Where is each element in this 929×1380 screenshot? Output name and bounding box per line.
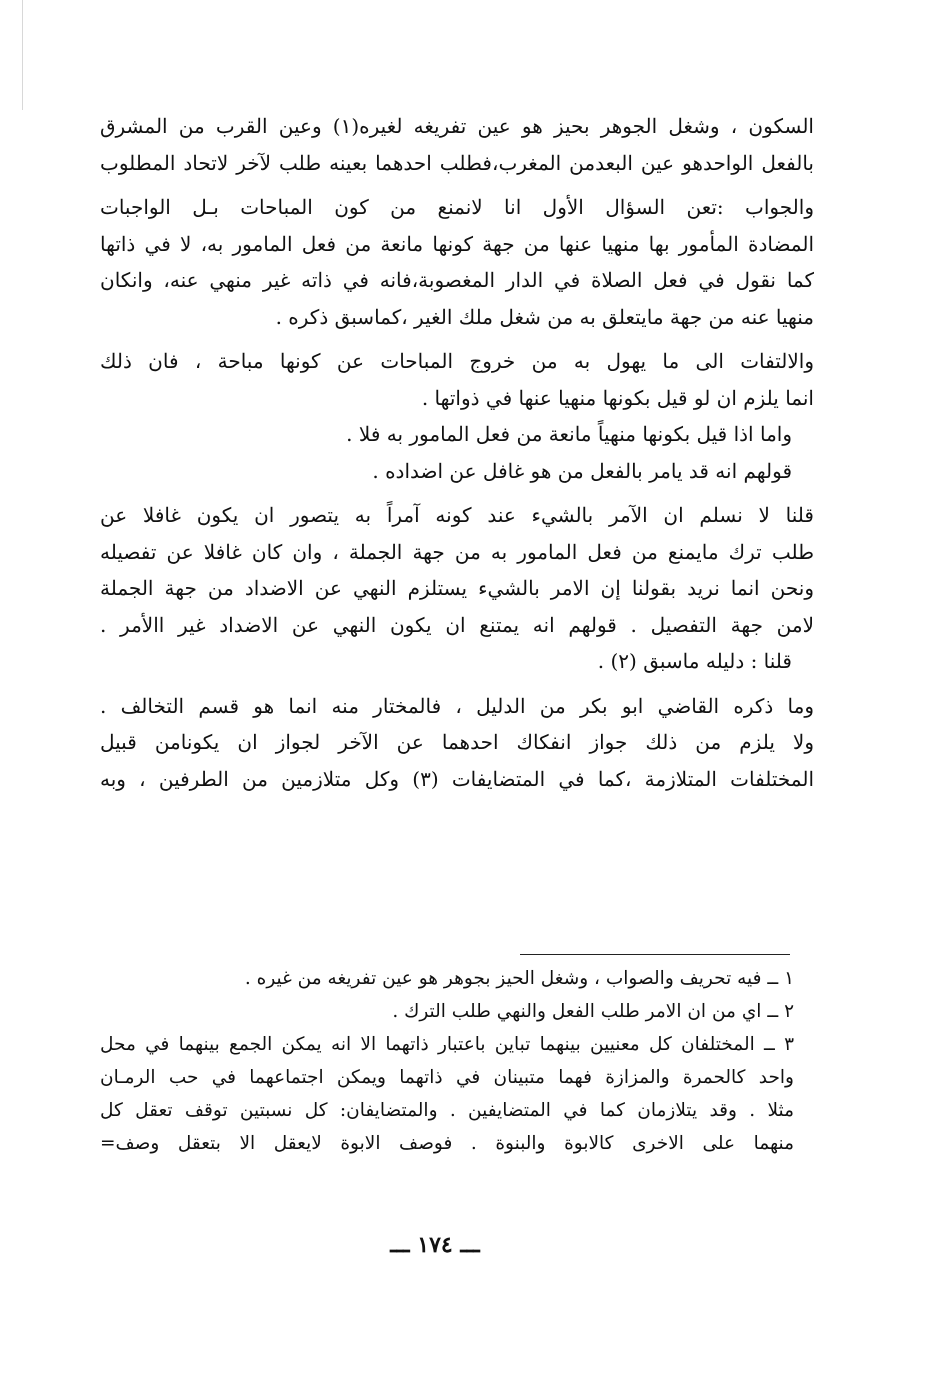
text-line-18: المختلفات المتلازمة ،كما في المتضايفات (٣) وكل متلازمين من الطرفين ، وبه (100, 766, 814, 791)
text-line-5: كما نقول في فعل الصلاة في الدار المغصوبة،فانه في ذاته غير منهي عنه، وانكان (100, 268, 814, 292)
text-line-4: المضادة المأمور بها منهيا عنها من جهة كونها مانعة من فعل المامور به، لا في ذاتها (100, 231, 814, 256)
footnote-3-line-4: منهما على الاخرى كالابوة والبنوة . فوصف الابوة لايعقل الا بتعقل وصف= (100, 1133, 794, 1154)
footnote-divider (520, 954, 790, 955)
page-number: ـــ ١٧٤ ـــ (390, 1232, 480, 1258)
footnote-3-line-2: واحد كالحمرة والمزازة فهما متبينان في ذاتهما ويمكن اجتماعهما في حب الرمـان (100, 1067, 794, 1088)
footnote-3-line-3: مثلا . وقد يتلازمان كما في المتضايفين . والمتضايفان: كل نسبتين توقف تعقل كل (100, 1100, 794, 1121)
text-line-1: السكون ، وشغل الجوهر بحيز هو عين تفريغه لغيره(١) وعين القرب من المشرق (100, 114, 814, 138)
text-line-11: قلنا لا نسلم ان الآمر بالشيء عند كونه آمراً به يتصور ان يكون غافلا عن (100, 503, 814, 527)
text-line-13: ونحن انما نريد بقولنا إن الامر بالشيء يستلزم النهي عن الاضداد من جهة الجملة (100, 576, 814, 600)
text-line-9: واما اذا قيل بكونها منهياً مانعة من فعل المامور به فلا . (346, 422, 792, 446)
footnote-1: ١ ــ فيه تحريف والصواب ، وشغل الحيز بجوهر هو عين تفريغه من غيره . (244, 968, 794, 989)
text-line-6: منهيا عنه من جهة مايتعلق به من شغل ملك الغير ،كماسبق ذكره . (275, 304, 814, 329)
text-line-7: والالتفات الى ما يهول به من خروج المباحات عن كونها مباحة ، فان ذلك (100, 349, 814, 373)
text-line-12: طلب ترك مايمنع من فعل المامور به من جهة الجملة ، وان كان غافلا عن تفصيله (100, 539, 814, 564)
text-line-10: قولهم انه قد يامر بالفعل من هو غافل عن اضداده . (372, 458, 792, 483)
text-line-17: ولا يلزم من ذلك جواز انفكاك احدهما عن الآخر لجواز ان يكونامن قبيل (100, 730, 814, 754)
main-text (100, 108, 814, 797)
text-line-8: انما يلزم ان لو قيل بكونها منهيا عنها في ذواتها . (421, 385, 814, 410)
text-line-16: وما ذكره القاضي ابو بكر من الدليل ، فالمختار منه انما هو قسم التخالف . (100, 693, 814, 718)
text-line-14: لامن جهة التفصيل . قولهم انه يمتنع ان يكون النهي عن الاضداد غير االأمر . (100, 612, 814, 637)
text-line-2: بالفعل الواحدهو عين البعدمن المغرب،فطلب احدهما بعينه طلب لآخر لاتحاد المطلوب (100, 150, 814, 175)
scan-edge-line (22, 0, 23, 110)
text-line-15: قلنا : دليله ماسبق (٢) . (597, 649, 792, 673)
footnote-2: ٢ ــ اي من ان الامر طلب الفعل والنهي طلب الترك . (392, 1001, 794, 1022)
footnote-3-line-1: ٣ ــ المختلفان كل معنيين بينهما تباين باعتبار ذاتهما الا انه يمكن الجمع بينهما في محل (100, 1034, 794, 1055)
text-line-3: والجواب :تعن السؤال الأول انا لانمنع من كون المباحات بـل الواجبات (100, 195, 814, 219)
footnotes (100, 962, 794, 1160)
